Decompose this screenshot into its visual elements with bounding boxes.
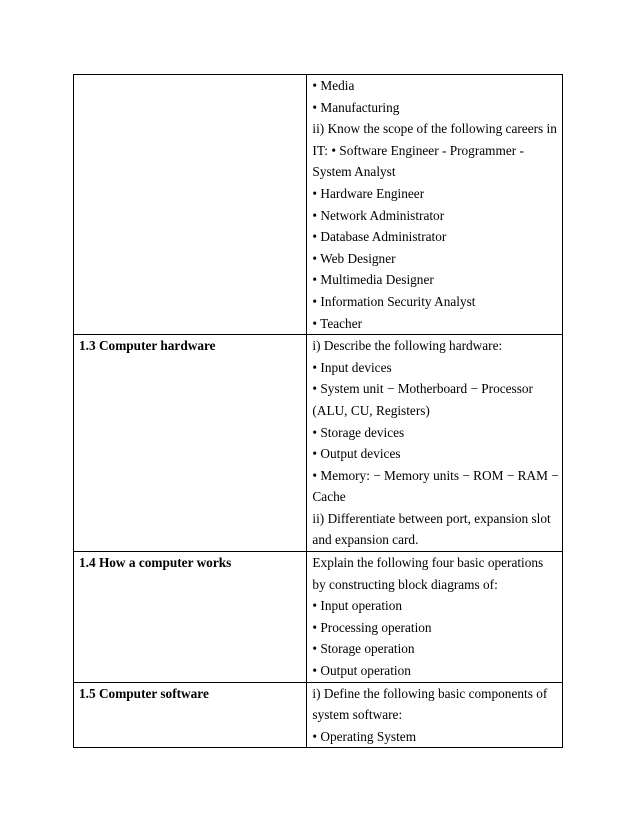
content-line: • Memory: − Memory units − ROM − RAM − [312,467,559,483]
content-cell [307,552,563,683]
content-line: i) Describe the following hardware: [312,338,503,354]
content-line: IT: • Software Engineer - Programmer - [312,142,524,158]
content-line: Explain the following four basic operations [312,555,544,571]
content-line: • Output devices [312,446,401,462]
content-line: • Manufacturing [312,99,400,115]
content-line: Cache [312,489,346,505]
content-line: • Storage operation [312,641,415,657]
content-line: ii) Know the scope of the following careers in [312,121,557,137]
content-line: • Output operation [312,663,411,679]
content-line: i) Define the following basic components of [312,685,548,701]
content-line: • Network Administrator [312,207,445,223]
topic-cell [74,682,307,748]
content-line: • Database Administrator [312,229,447,245]
content-line: • Information Security Analyst [312,293,476,309]
content-line: ii) Differentiate between port, expansion slot [312,510,551,526]
content-line: System Analyst [312,164,396,180]
topic-cell [74,75,307,335]
table-row [74,335,563,552]
content-line: system software: [312,707,403,723]
syllabus-table-body [74,75,563,748]
content-line: by constructing block diagrams of: [312,576,498,592]
topic-title: 1.4 How a computer works [79,555,232,571]
topic-title: 1.3 Computer hardware [79,338,216,354]
content-line: • System unit − Motherboard − Processor [312,381,533,397]
syllabus-table [73,74,563,748]
content-line: • Multimedia Designer [312,272,434,288]
content-line: • Processing operation [312,619,432,635]
topic-cell [74,552,307,683]
content-cell [307,682,563,748]
content-line: • Storage devices [312,424,405,440]
content-line: • Operating System [312,728,417,744]
table-row [74,682,563,748]
content-line: • Media [312,78,355,93]
topic-cell [74,335,307,552]
content-cell [307,335,563,552]
content-line: (ALU, CU, Registers) [312,402,430,418]
content-line: • Input devices [312,359,392,375]
content-line: • Hardware Engineer [312,185,425,201]
content-line: • Input operation [312,598,403,614]
content-cell [307,75,563,335]
content-line: • Web Designer [312,250,396,266]
topic-title: 1.5 Computer software [79,685,209,701]
table-row [74,75,563,335]
table-row [74,552,563,683]
content-line: and expansion card. [312,532,419,548]
content-line: • Teacher [312,315,363,331]
